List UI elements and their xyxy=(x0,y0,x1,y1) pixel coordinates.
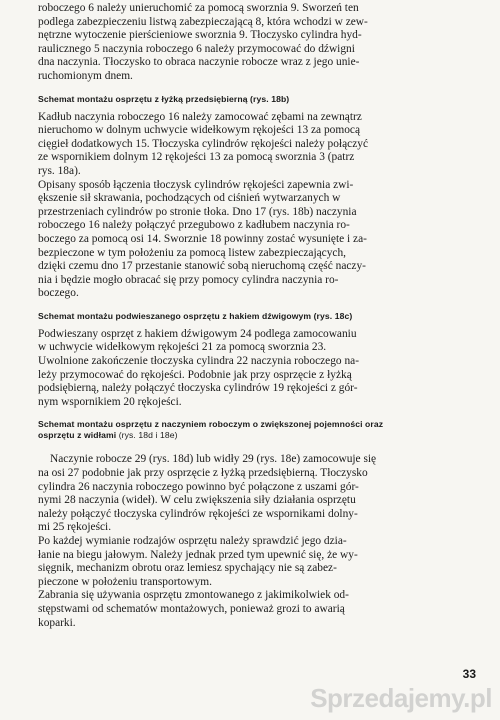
paragraph-18de-2: Po każdej wymianie rodzajów osprzętu należy sprawdzić jego dzia- łanie na biegu jałowym. Należy jednak przed tym upewnić się, że wy- sięgnik, mechanizm obrotu oraz lemiesz spychający nie są zabez- pieczone w położeniu transportowym. xyxy=(38,535,358,588)
paragraph-18b-1: Kadłub naczynia roboczego 16 należy zamocować zębami na zewnątrz nieruchomo w dolnym uchwycie widełkowym rękojeści 13 za pomocą cięgieł dodatkowych 15. Tłoczyska cylindrów rękojeści należy połączyć ze wspornikiem dolnym 12 rękojeści 13 za pomocą sworznia 3 (patrz rys. 18a). xyxy=(38,110,368,177)
section-heading-18de-line1: Schemat montażu osprzętu z naczyniem roboczym o zwiększonej pojemności oraz xyxy=(38,419,384,430)
paragraph-18de-1: Naczynie robocze 29 (rys. 18d) lub widły 29 (rys. 18e) zamocowuje się na osi 27 podobnie jak przy osprzęcie z łyżką przedsiębierną. Tłoczysko cylindra 26 naczynia roboczego powinno być połączone z uszami gór- nymi 28 naczynia (wideł). W celu zwiększenia siły działania osprzętu należy połączyć tłoczyska cylindrów rękojeści ze wspornikami dolny- mi 25 rękojeści. xyxy=(38,453,377,534)
watermark-logo: Sprzedajemy.pl xyxy=(310,683,492,713)
paragraph-18de-3: Zabrania się używania osprzętu zmontowanego z jakimikolwiek od- stępstwami od schematów montażowych, ponieważ grozi to awarią koparki. xyxy=(38,589,349,629)
paragraph-18b-2: Opisany sposób łączenia tłoczysk cylindrów rękojeści zapewnia zwi- ększenie sił skrawania, pochodzących od ciśnień wytwarzanych w przestrzeniach cylindrów po stronie tłoka. Dno 17 (rys. 18b) naczynia roboczego 16 należy połączyć przegubowo z kadłubem naczynia ro- boczego za pomocą osi 14. Sworznie 18 powinny zostać wysunięte i za- bezpieczone w tym położeniu za pomocą listew zabezpieczających, dzięki czemu dno 17 przestanie stanowić sobą nieruchomą część naczy- nia i będzie mogło obracać się przy pomocy cylindra naczynia ro- boczego. xyxy=(38,178,367,300)
paragraph-18c-1: Podwieszany osprzęt z hakiem dźwigowym 24 podlega zamocowaniu w uchwycie widełkowym rękojeści 21 za pomocą sworznia 23. xyxy=(38,327,357,354)
document-page xyxy=(38,2,478,630)
section-heading-18de-line2: osprzętu z widłami xyxy=(38,430,117,441)
section-heading-18de xyxy=(38,419,478,441)
section-heading-18de-ref: (rys. 18d i 18e) xyxy=(118,430,178,441)
page-number: 33 xyxy=(462,667,476,681)
paragraph-18c-2: Uwolnione zakończenie tłoczyska cylindra 22 naczynia roboczego na- leży przymocować do rękojeści. Podobnie jak przy osprzęcie z łyżką podsiębierną, należy połączyć tłoczyska cylindrów 19 rękojeści z gór- nym wspornikiem 20 rękojeści. xyxy=(38,355,360,408)
paragraph-top: roboczego 6 należy unieruchomić za pomocą sworznia 9. Sworzeń ten podlega zabezpieczeniu listwą zabezpieczającą 8, która wchodzi w zew- nętrzne wytoczenie pierścieniowe sworznia 9. Tłoczysko cylindra hyd- raulicznego 5 naczynia roboczego 6 należy przymocować do dźwigni dna naczynia. Tłoczysko to obraca naczynie robocze wraz z jego unie- ruchomionym dnem. xyxy=(38,2,368,82)
section-heading-18c: Schemat montażu podwieszanego osprzętu z hakiem dźwigowym (rys. 18c) xyxy=(38,310,353,321)
section-heading-18b: Schemat montażu osprzętu z łyżką przedsiębierną (rys. 18b) xyxy=(38,93,290,104)
